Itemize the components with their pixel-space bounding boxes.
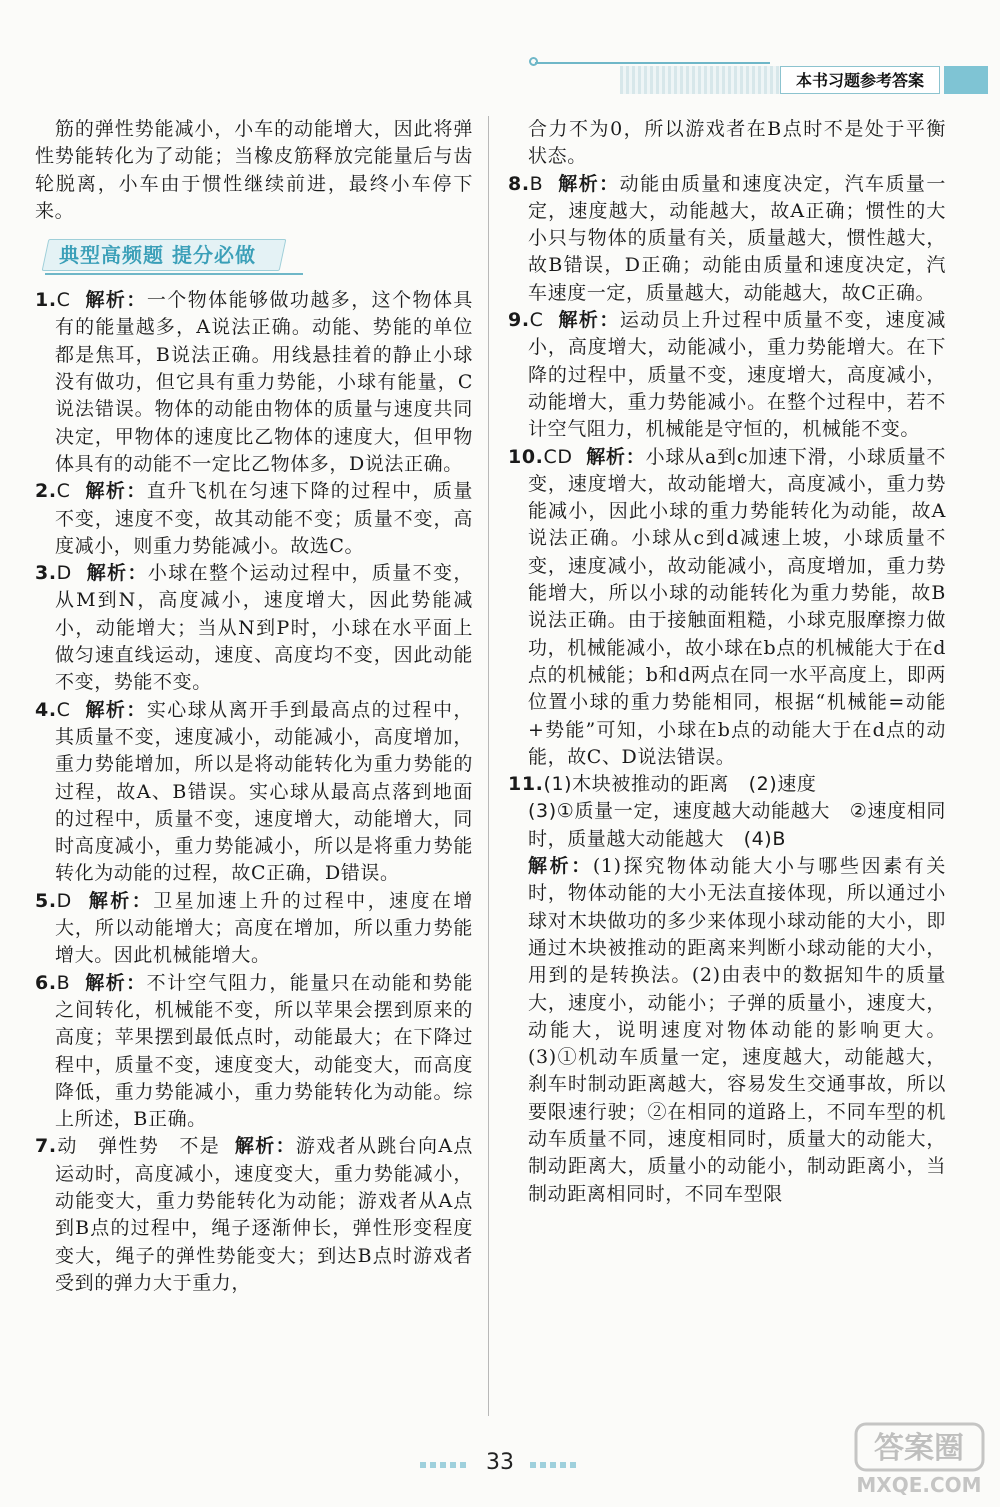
watermark-text: 答案圈 <box>874 1431 964 1466</box>
item-answer: (3)①质量一定，速度越大动能越大 ②速度相同时，质量越大动能越大 (4)B <box>528 800 946 850</box>
item-answer: C <box>56 289 71 312</box>
analysis-label: 解析： <box>586 445 646 468</box>
item-number: 1. <box>35 289 57 312</box>
item-answer: D <box>56 889 72 912</box>
item-answer: D <box>56 562 72 585</box>
analysis-label: 解析： <box>234 1135 296 1158</box>
header-band <box>620 66 780 94</box>
item-answer: 动 弹性势 不是 <box>56 1135 221 1158</box>
watermark-logo <box>852 1420 987 1498</box>
analysis-label: 解析： <box>85 289 147 312</box>
page-number: 33 <box>486 1450 514 1475</box>
answer-item-9 <box>508 307 946 443</box>
item-answer: B <box>529 172 544 195</box>
analysis-text: 小球在整个运动过程中，质量不变，从M到N，高度减小，速度增大，因此势能减小，动能增大；当从N到P时，小球在水平面上做匀速直线运动，速度、高度均不变，因此动能不变，势能不变。 <box>55 562 473 694</box>
continued-paragraph: 合力不为0，所以游戏者在B点时不是处于平衡状态。 <box>528 118 946 168</box>
analysis-label: 解析： <box>85 480 147 503</box>
analysis-text: 不计空气阻力，能量只在动能和势能之间转化，机械能不变，所以苹果会摆到原来的高度；苹果摆到最低点时，动能最大；在下降过程中，质量不变，速度变大，动能变大，而高度降低，重力势能减小，重力势能转化为动能。综上所述，B正确。 <box>55 971 473 1131</box>
item-answer: CD <box>543 445 573 468</box>
analysis-text: 游戏者从跳台向A点运动时，高度减小，速度变大，重力势能减小，动能变大，重力势能转化为动能；游戏者从A点到B点的过程中，绳子逐渐伸长，弹性形变程度变大，绳子的弹性势能变大；到达B点时游戏者受到的弹力大于重力， <box>55 1135 473 1294</box>
item-number: 4. <box>35 698 57 721</box>
item-number: 11. <box>508 773 544 796</box>
right-column <box>508 116 946 1426</box>
answer-item-1 <box>35 287 473 478</box>
answer-item-7 <box>35 1133 473 1297</box>
item-number: 8. <box>508 172 530 195</box>
analysis-text: (1)探究物体动能大小与哪些因素有关时，物体动能的大小无法直接体现，所以通过小球对木块做功的多少来体现小球动能的大小，即通过木块被推动的距离来判断小球动能的大小，用到的是转换法。(2)由表中的数据知牛的质量大，速度小，动能小；子弹的质量小，速度大，动能大，说明速度对物体动能的影响更大。(3)①机动车质量一定，速度越大，动能越大，刹车时制动距离越大，容易发生交通事故，所以要限速行驶；②在相同的道路上，不同车型的机动车质量不同，速度相同时，质量大的动能大，制动距离大，质量小的动能小，制动距离小，当制动距离相同时，不同车型限 <box>528 855 946 1205</box>
section-title: 典型高频题 提分必做 <box>59 243 256 268</box>
analysis-text: 直升飞机在匀速下降的过程中，质量不变，速度不变，故其动能不变；质量不变，高度减小，则重力势能减小。故选C。 <box>55 480 473 557</box>
analysis-label: 解析： <box>86 562 148 585</box>
answer-item-3 <box>35 560 473 696</box>
item-number: 7. <box>35 1135 57 1158</box>
header-tab <box>944 66 988 94</box>
item-answer: C <box>56 698 71 721</box>
item-answer: (1)木块被推动的距离 (2)速度 <box>543 773 817 796</box>
analysis-text: 动能由质量和速度决定，汽车质量一定，速度越大，动能越大，故A正确；惯性的大小只与物体的质量有关，质量越大，惯性越大，故B错误，D正确；动能由质量和速度决定，汽车速度一定，质量越大，动能越大，故C正确。 <box>528 172 946 304</box>
answer-item-10 <box>508 444 946 772</box>
footer-decoration-left <box>420 1462 470 1468</box>
item-number: 6. <box>35 971 57 994</box>
answer-item-11 <box>508 771 946 798</box>
analysis-label: 解析： <box>558 172 620 195</box>
analysis-text: 卫星加速上升的过程中，速度在增大，所以动能增大；高度在增加，所以重力势能增大。因此机械能增大。 <box>55 889 473 967</box>
continued-paragraph: 筋的弹性势能减小，小车的动能增大，因此将弹性势能转化为了动能；当橡皮筋释放完能量后与齿轮脱离，小车由于惯性继续前进，最终小车停下来。 <box>35 118 473 222</box>
analysis-label: 解析： <box>558 309 620 332</box>
analysis-text: 一个物体能够做功越多，这个物体具有的能量越多，A说法正确。动能、势能的单位都是焦耳，B说法正确。用线悬挂着的静止小球没有做功，但它具有重力势能，小球有能量，C说法错误。物体的动能由物体的质量与速度共同决定，甲物体的速度比乙物体的速度大，但甲物体具有的动能不一定比乙物体多，D说法正确。 <box>55 289 473 475</box>
running-header-title: 本书习题参考答案 <box>780 66 940 94</box>
item-11-analysis <box>508 853 946 1208</box>
answer-item-8 <box>508 171 946 307</box>
footer-decoration-right <box>530 1462 580 1468</box>
item-number: 5. <box>35 889 57 912</box>
answer-item-6 <box>35 970 473 1134</box>
item-answer: C <box>56 480 71 503</box>
column-divider <box>488 116 489 1416</box>
analysis-text: 实心球从离开手到最高点的过程中，其质量不变，速度减小，动能减小，高度增加，重力势能增加，所以是将动能转化为重力势能的过程，故A、B错误。实心球从最高点落到地面的过程中，质量不变，速度增大，动能增大，同时高度减小，重力势能减小，所以是将重力势能转化为动能的过程，故C正确，D错误。 <box>55 698 473 885</box>
analysis-label: 解析： <box>85 971 147 994</box>
item-answer: C <box>529 309 544 332</box>
header-rule <box>535 62 770 64</box>
section-banner <box>45 239 303 275</box>
watermark-url: MXQE.COM <box>856 1473 982 1497</box>
analysis-label: 解析： <box>85 698 147 721</box>
item-11-answer-continued <box>508 798 946 853</box>
answer-item-5 <box>35 888 473 970</box>
analysis-text: 小球从a到c加速下滑，小球质量不变，速度增大，故动能增大，高度减小，重力势能减小，因此小球的重力势能转化为动能，故A说法正确。小球从c到d减速上坡，小球质量不变，速度减小，故动能减小，高度增加，重力势能增大，所以小球的动能转化为重力势能，故B说法正确。由于接触面粗糙，小球克服摩擦力做功，机械能减小，故小球在b点的机械能大于在d点的机械能；b和d两点在同一水平高度上，即两位置小球的重力势能相同，根据“机械能=动能+势能”可知，小球在b点的动能大于在d点的动能，故C、D说法错误。 <box>528 445 946 768</box>
analysis-label: 解析： <box>88 889 154 912</box>
item-number: 10. <box>508 445 544 468</box>
item-number: 9. <box>508 309 530 332</box>
analysis-label: 解析： <box>528 855 593 878</box>
analysis-text: 运动员上升过程中质量不变，速度减小，高度增大，动能减小，重力势能增大。在下降的过程中，质量不变，速度增大，高度减小，动能增大，重力势能减小。在整个过程中，若不计空气阻力，机械能是守恒的，机械能不变。 <box>528 309 946 441</box>
item-number: 2. <box>35 480 57 503</box>
answer-item-2 <box>35 478 473 560</box>
item-answer: B <box>56 971 71 994</box>
item-number: 3. <box>35 562 57 585</box>
left-column <box>35 116 473 1426</box>
answer-item-4 <box>35 697 473 888</box>
